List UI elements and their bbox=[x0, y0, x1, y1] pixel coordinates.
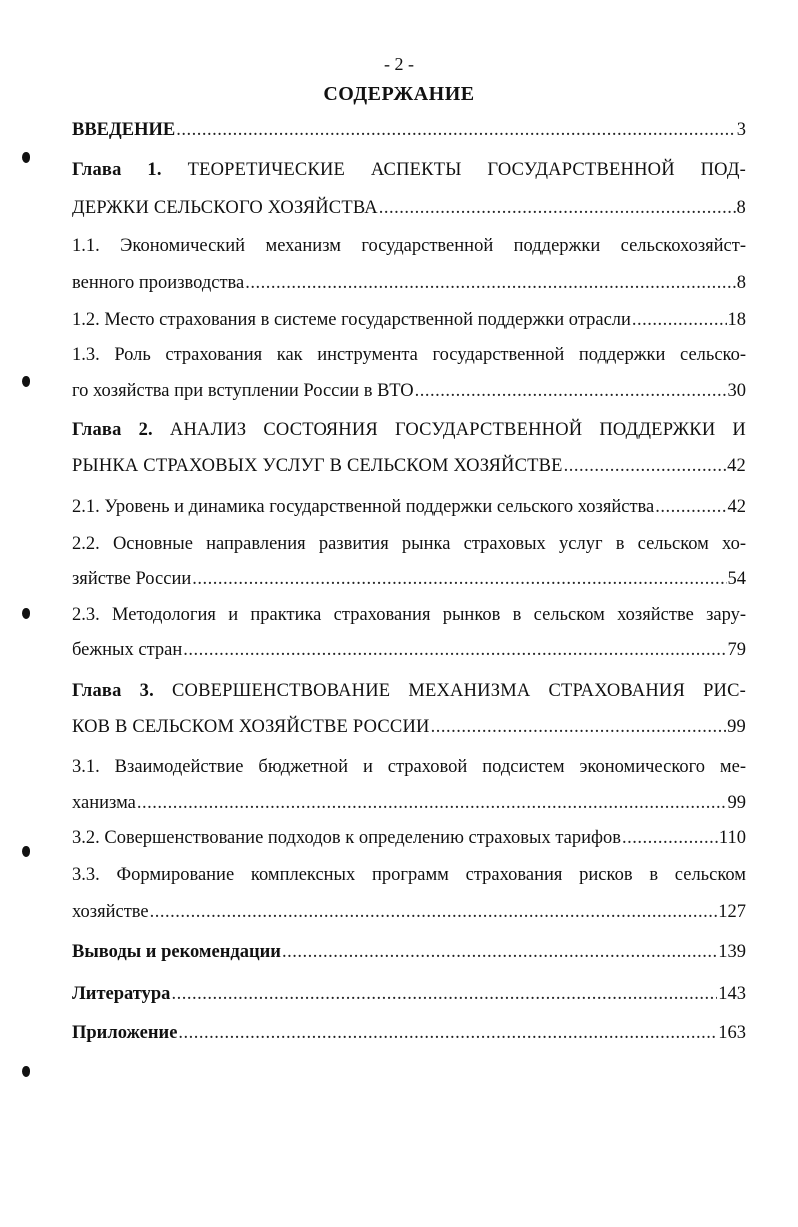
toc-label: 2.1. Уровень и динамика государственной поддержки сельского хозяйства bbox=[72, 497, 655, 517]
toc-label: 1.2. Место страхования в системе государственной поддержки отрасли bbox=[72, 310, 631, 330]
toc-label-line2: го хозяйства при вступлении России в ВТО bbox=[72, 381, 414, 401]
toc-label-line1: ТЕОРЕТИЧЕСКИЕ АСПЕКТЫ ГОСУДАРСТВЕННОЙ ПОД- bbox=[187, 160, 746, 180]
dot-leader bbox=[282, 940, 717, 964]
dot-leader bbox=[622, 826, 718, 850]
toc-label-line2: венного производства bbox=[72, 273, 245, 293]
toc-page-number: 99 bbox=[727, 717, 746, 737]
toc-page-number: 127 bbox=[718, 902, 746, 922]
toc-label-line1: 2.2. Основные направления развития рынка страховых услуг в сельском хо- bbox=[72, 534, 746, 554]
chapter-prefix: Глава 2. bbox=[72, 420, 153, 440]
toc-label-line1: 1.1. Экономический механизм государственной поддержки сельскохозяйст- bbox=[72, 236, 746, 256]
toc-page-number: 8 bbox=[736, 273, 746, 293]
dot-leader bbox=[176, 118, 736, 142]
toc-page-number: 42 bbox=[727, 497, 746, 517]
toc-label-line1: АНАЛИЗ СОСТОЯНИЯ ГОСУДАРСТВЕННОЙ ПОДДЕРЖКИ И bbox=[169, 420, 746, 440]
toc-label-line1: 1.3. Роль страхования как инструмента государственной поддержки сельско- bbox=[72, 345, 746, 365]
chapter-prefix: Глава 3. bbox=[72, 681, 154, 701]
binder-hole-mark bbox=[22, 846, 30, 857]
toc-label-line2: зяйстве России bbox=[72, 569, 192, 589]
dot-leader bbox=[137, 791, 727, 815]
toc-page-number: 163 bbox=[718, 1023, 746, 1043]
page-title: СОДЕРЖАНИЕ bbox=[323, 83, 475, 105]
binder-hole-mark bbox=[22, 608, 30, 619]
dot-leader bbox=[564, 454, 726, 478]
toc-page-number: 8 bbox=[736, 198, 746, 218]
toc-page-number: 54 bbox=[727, 569, 746, 589]
binder-hole-mark bbox=[22, 376, 30, 387]
dot-leader bbox=[245, 271, 736, 295]
toc-label-line2: хозяйстве bbox=[72, 902, 149, 922]
toc-label-line2: РЫНКА СТРАХОВЫХ УСЛУГ В СЕЛЬСКОМ ХОЗЯЙСТВЕ bbox=[72, 456, 563, 476]
toc-label-line2: КОВ В СЕЛЬСКОМ ХОЗЯЙСТВЕ РОССИИ bbox=[72, 717, 430, 737]
toc-page-number: 30 bbox=[727, 381, 746, 401]
dot-leader bbox=[431, 715, 727, 739]
toc-page-number: 110 bbox=[718, 828, 746, 848]
dot-leader bbox=[183, 638, 726, 662]
dot-leader bbox=[171, 982, 717, 1006]
toc-label-line1: 3.1. Взаимодействие бюджетной и страховой подсистем экономического ме- bbox=[72, 757, 746, 777]
toc-label-line2: ДЕРЖКИ СЕЛЬСКОГО ХОЗЯЙСТВА bbox=[72, 198, 378, 218]
toc-label: 3.2. Совершенствование подходов к определению страховых тарифов bbox=[72, 828, 621, 848]
toc-label-line1: СОВЕРШЕНСТВОВАНИЕ МЕХАНИЗМА СТРАХОВАНИЯ РИС- bbox=[172, 681, 747, 701]
binder-hole-mark bbox=[22, 1066, 30, 1077]
dot-leader bbox=[655, 495, 726, 519]
chapter-prefix: Глава 1. bbox=[72, 160, 162, 180]
toc-page-number: 18 bbox=[727, 310, 746, 330]
dot-leader bbox=[632, 308, 727, 332]
toc-label-line1: 2.3. Методология и практика страхования рынков в сельском хозяйстве зару- bbox=[72, 605, 746, 625]
toc-page-number: 99 bbox=[727, 793, 746, 813]
toc-page-number: 79 bbox=[727, 640, 746, 660]
toc-label: Приложение bbox=[72, 1023, 178, 1043]
toc-label-line2: бежных стран bbox=[72, 640, 183, 660]
toc-page-number: 42 bbox=[727, 456, 746, 476]
toc-label-line1: 3.3. Формирование комплексных программ страхования рисков в сельском bbox=[72, 865, 746, 885]
dot-leader bbox=[192, 567, 726, 591]
dot-leader bbox=[178, 1021, 717, 1045]
toc-page-number: 3 bbox=[736, 120, 746, 140]
binder-hole-mark bbox=[22, 152, 30, 163]
toc-page-number: 143 bbox=[718, 984, 746, 1004]
toc-label: Выводы и рекомендации bbox=[72, 942, 281, 962]
page-number: - 2 - bbox=[384, 54, 414, 74]
dot-leader bbox=[150, 900, 718, 924]
toc-page-number: 139 bbox=[718, 942, 746, 962]
toc-label-line2: ханизма bbox=[72, 793, 136, 813]
toc-label: ВВЕДЕНИЕ bbox=[72, 120, 176, 140]
dot-leader bbox=[415, 379, 727, 403]
dot-leader bbox=[379, 196, 736, 220]
toc-label: Литература bbox=[72, 984, 171, 1004]
